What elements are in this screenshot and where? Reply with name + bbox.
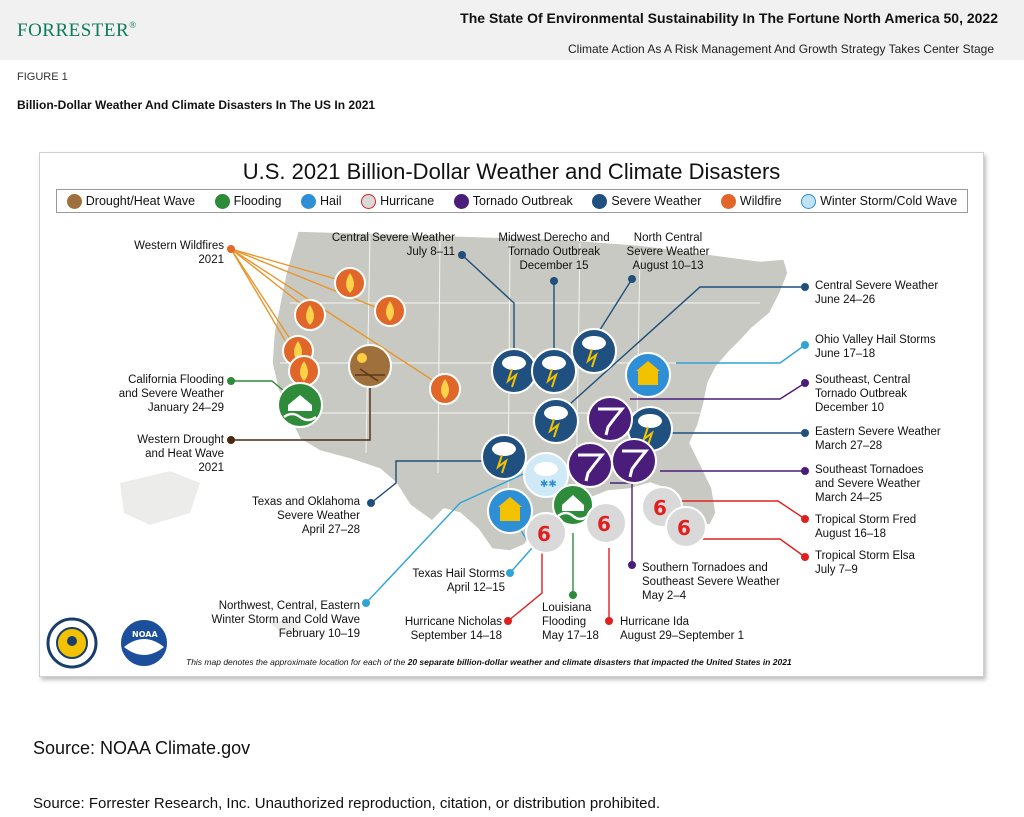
label-midwest-derecho: Midwest Derecho and Tornado Outbreak December 15 xyxy=(498,232,610,272)
label-western-drought: Western Drought and Heat Wave 2021 xyxy=(137,434,224,474)
svg-text:NOAA: NOAA xyxy=(132,630,158,639)
label-north-central: North Central Severe Weather August 10–13 xyxy=(626,232,710,272)
drought-icon xyxy=(67,194,82,209)
drought-icon-map xyxy=(349,345,391,387)
label-central-severe-jun: Central Severe Weather June 24–26 xyxy=(815,280,939,306)
label-ohio-valley-hail: Ohio Valley Hail Storms June 17–18 xyxy=(815,334,936,360)
disaster-map-panel xyxy=(39,152,984,677)
source-noaa: Source: NOAA Climate.gov xyxy=(33,738,251,758)
label-texas-hail: Texas Hail Storms April 12–15 xyxy=(412,568,505,594)
wildfire-icon-1 xyxy=(335,268,365,298)
alaska-shape xyxy=(120,471,200,525)
label-southeast-tornadoes: Southeast Tornadoes and Severe Weather March 24–25 xyxy=(815,464,924,504)
severe-weather-icon-3 xyxy=(572,329,616,373)
flooding-icon xyxy=(215,194,230,209)
map-footnote: This map denotes the approximate location for each of the 20 separate billion-dollar weather and climate disasters that impacted the United States in 2021 xyxy=(186,657,792,667)
tornado-icon-3 xyxy=(612,439,656,483)
commerce-seal-icon xyxy=(48,619,96,667)
hurricane-icon-nicholas xyxy=(526,513,566,553)
hail-icon-ohio xyxy=(626,353,670,397)
hurricane-icon-elsa xyxy=(666,507,706,547)
label-southeast-central-tornado: Southeast, Central Tornado Outbreak December 10 xyxy=(815,374,911,414)
label-california-flooding: California Flooding and Severe Weather January 24–29 xyxy=(118,374,224,414)
hail-icon-texas xyxy=(488,489,532,533)
forrester-logo: FORRESTER® xyxy=(17,20,137,41)
severe-weather-icon-1 xyxy=(492,349,536,393)
wildfire-icon-6 xyxy=(430,374,460,404)
label-eastern-severe: Eastern Severe Weather March 27–28 xyxy=(815,426,941,452)
severe-weather-icon-5 xyxy=(482,435,526,479)
label-winter-storm: Northwest, Central, Eastern Winter Storm and Cold Wave February 10–19 xyxy=(211,600,360,640)
legend-item-hurricane: Hurricane xyxy=(361,194,434,209)
label-central-severe-jul: Central Severe Weather July 8–11 xyxy=(331,232,455,258)
hail-icon xyxy=(301,194,316,209)
figure-title: Billion-Dollar Weather And Climate Disasters In The US In 2021 xyxy=(17,98,376,112)
wildfire-icon-5 xyxy=(289,356,319,386)
svg-text:6: 6 xyxy=(537,522,551,546)
legend-item-drought: Drought/Heat Wave xyxy=(67,194,195,209)
tornado-icon-1 xyxy=(588,397,632,441)
report-header xyxy=(0,0,1024,60)
tornado-icon xyxy=(454,194,469,209)
noaa-seal-icon xyxy=(120,619,168,667)
legend-item-winter-storm: Winter Storm/Cold Wave xyxy=(801,194,957,209)
legend-item-hail: Hail xyxy=(301,194,342,209)
flooding-icon-ca xyxy=(278,383,322,427)
legend-item-wildfire: Wildfire xyxy=(721,194,782,209)
tornado-icon-2 xyxy=(568,443,612,487)
label-texas-oklahoma: Texas and Oklahoma Severe Weather April 27–28 xyxy=(251,496,360,536)
map-title: U.S. 2021 Billion-Dollar Weather and Climate Disasters xyxy=(242,159,781,184)
severe-weather-icon-4 xyxy=(534,399,578,443)
legend-item-flooding: Flooding xyxy=(215,194,282,209)
hurricane-icon xyxy=(361,194,376,209)
legend-item-severe-weather: Severe Weather xyxy=(592,194,701,209)
winter-storm-icon xyxy=(801,194,816,209)
svg-text:6: 6 xyxy=(677,516,691,540)
label-hurricane-ida: Hurricane Ida August 29–September 1 xyxy=(620,616,745,642)
map-legend xyxy=(56,189,968,213)
figure-label: FIGURE 1 xyxy=(17,71,68,83)
source-forrester: Source: Forrester Research, Inc. Unauthorized reproduction, citation, or distribution prohibited. xyxy=(33,795,660,812)
nicholas-connector xyxy=(508,553,542,621)
label-western-wildfires: Western Wildfires 2021 xyxy=(134,240,224,266)
report-title: The State Of Environmental Sustainability In The Fortune North America 50, 2022 xyxy=(460,10,998,26)
label-ts-elsa: Tropical Storm Elsa July 7–9 xyxy=(815,550,915,576)
svg-text:✱✱: ✱✱ xyxy=(540,479,557,490)
svg-text:6: 6 xyxy=(597,512,611,536)
severe-weather-icon xyxy=(592,194,607,209)
wildfire-icon xyxy=(721,194,736,209)
label-louisiana-flooding: Louisiana Flooding May 17–18 xyxy=(542,602,599,642)
svg-text:6: 6 xyxy=(653,496,667,520)
label-hurricane-nicholas: Hurricane Nicholas September 14–18 xyxy=(404,616,502,642)
severe-weather-icon-2 xyxy=(532,349,576,393)
legend-item-tornado: Tornado Outbreak xyxy=(454,194,573,209)
wildfire-icon-2 xyxy=(295,300,325,330)
report-subtitle: Climate Action As A Risk Management And Growth Strategy Takes Center Stage xyxy=(568,42,994,56)
elsa-connector xyxy=(700,539,805,557)
label-ts-fred: Tropical Storm Fred August 16–18 xyxy=(815,514,917,540)
wildfire-icon-3 xyxy=(375,296,405,326)
hurricane-icon-ida xyxy=(586,503,626,543)
label-southern-tornadoes: Southern Tornadoes and Southeast Severe Weather May 2–4 xyxy=(642,562,780,602)
